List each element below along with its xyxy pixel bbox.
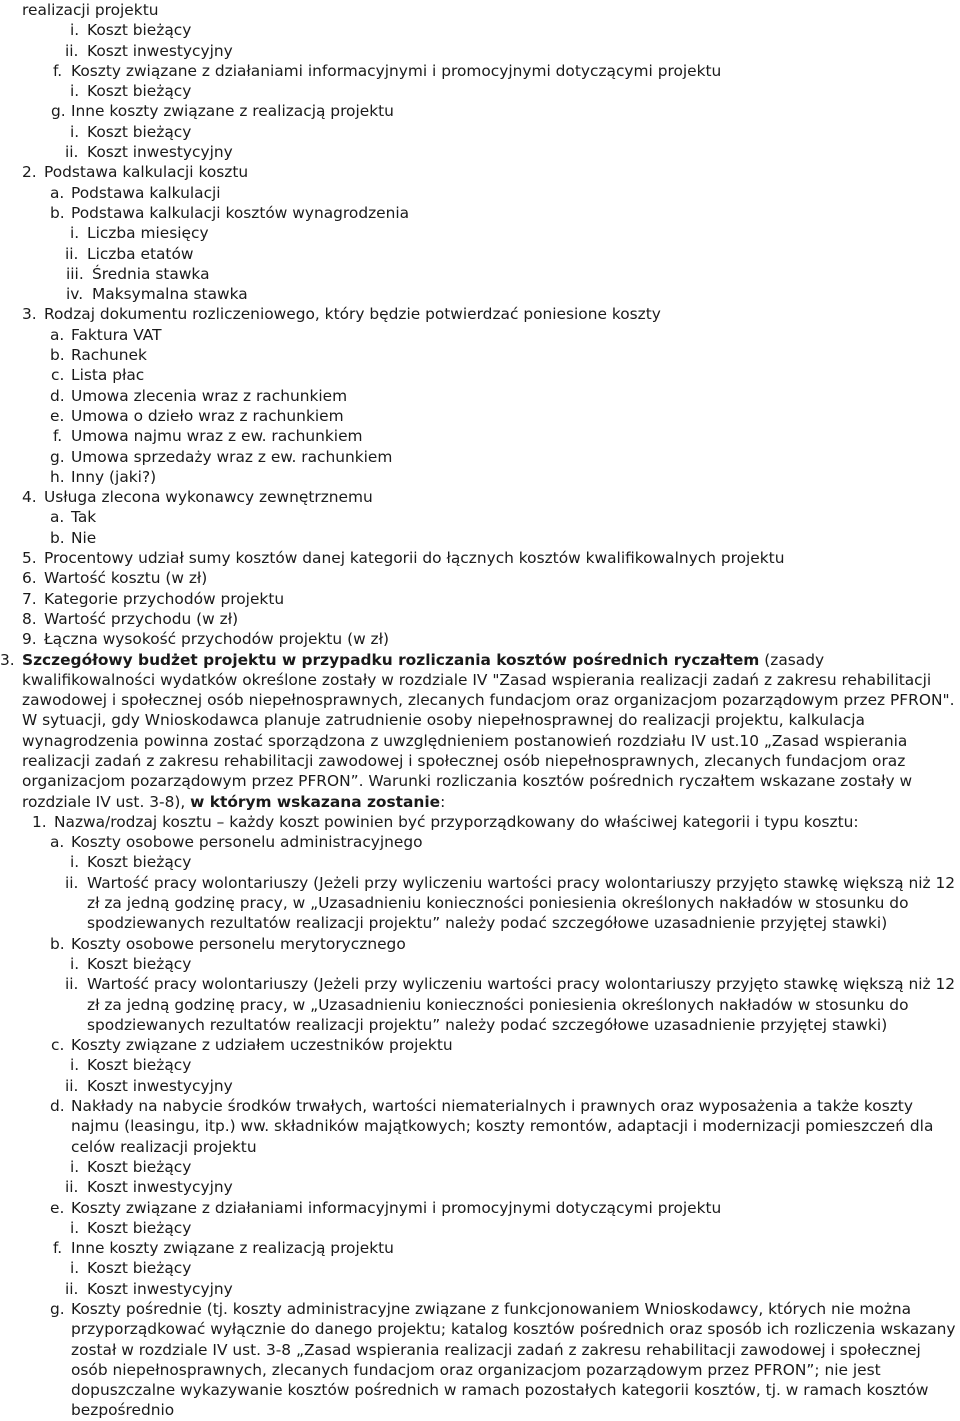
list-item-text: Koszt bieżący	[87, 853, 192, 872]
list-item	[0, 284, 960, 304]
list-marker: 1.	[32, 812, 47, 831]
section-3-text	[22, 650, 960, 812]
list-item	[0, 81, 960, 101]
list-item-text: Koszt inwestycyjny	[87, 41, 233, 60]
list-marker: ii.	[65, 1178, 79, 1197]
section-3-heading: Szczegółowy budżet projektu w przypadku rozliczania kosztów pośrednich ryczałtem	[22, 650, 760, 669]
list-marker: ii.	[65, 143, 79, 162]
list-item	[0, 852, 960, 872]
list-item	[0, 122, 960, 142]
list-marker: 8.	[22, 609, 37, 628]
list-item-text: Nazwa/rodzaj kosztu – każdy koszt powinien być przyporządkowany do właściwej kategorii i typu kosztu:	[54, 812, 859, 831]
list-item	[0, 1177, 960, 1197]
list-item	[0, 467, 960, 487]
list-item-text: Liczba miesięcy	[87, 224, 209, 243]
list-item-text: Rodzaj dokumentu rozliczeniowego, który będzie potwierdzać poniesione koszty	[44, 305, 661, 324]
list-item	[0, 162, 960, 182]
list-item-text: Tak	[71, 508, 97, 527]
list-marker: i.	[70, 82, 80, 101]
list-item	[0, 629, 960, 649]
list-marker: a.	[50, 833, 65, 852]
list-marker: ii.	[65, 975, 79, 994]
list-item	[0, 61, 960, 81]
list-marker: ii.	[65, 1076, 79, 1095]
list-item-text: Usługa zlecona wykonawcy zewnętrznemu	[44, 488, 373, 507]
list-marker: b.	[50, 203, 65, 222]
list-marker: g.	[51, 102, 66, 121]
list-item-text: Wartość pracy wolontariuszy (Jeżeli przy wyliczeniu wartości pracy wolontariuszy przyjęto stawkę większą niż 12 zł za jedną godzinę pracy, w „Uzasadnieniu konieczności poniesienia określonych nakładów w stosunku do spodziewanych rezultatów realizacji projektu” należy podać szczegółowe uzasadnienie przyjętej stawki)	[87, 873, 956, 933]
list-marker: 3.	[22, 305, 37, 324]
section-3-colon: :	[440, 792, 446, 811]
list-item-text: Koszt bieżący	[87, 1157, 192, 1176]
list-item	[0, 1258, 960, 1278]
list-item-text: Koszt bieżący	[87, 954, 192, 973]
list-marker: 7.	[22, 589, 37, 608]
list-marker: i.	[70, 224, 80, 243]
list-item-text: Koszt bieżący	[87, 82, 192, 101]
list-item-text: Łączna wysokość przychodów projektu (w zł)	[44, 630, 390, 649]
list-marker: f.	[53, 427, 63, 446]
list-item	[0, 325, 960, 345]
list-item	[0, 548, 960, 568]
list-item-text: Koszt inwestycyjny	[87, 1178, 233, 1197]
list-item	[0, 609, 960, 629]
list-marker: i.	[70, 21, 80, 40]
list-item-text: Koszty pośrednie (tj. koszty administracyjne związane z funkcjonowaniem Wnioskodawcy, których nie można przyporządkować wyłącznie do danego projektu; katalog kosztów pośrednich oraz sposób ich rozliczenia wskazany został w rozdziale IV ust. 3-8 „Zasad wspierania realizacji zadań z zakresu rehabilitacji zawodowej i społecznej osób niepełnosprawnych, zlecanych fundacjom oraz organizacjom pozarządowym przez PFRON”; nie jest dopuszczalne wykazywanie kosztów pośrednich w ramach pozostałych kategorii kosztów, tj. w ramach kosztów bezpośrednio	[71, 1300, 956, 1420]
list-item	[0, 386, 960, 406]
list-item	[0, 1157, 960, 1177]
list-item	[0, 1096, 960, 1157]
section-3-paragraph	[0, 650, 960, 812]
list-marker: d.	[50, 386, 65, 405]
list-marker: a.	[50, 325, 65, 344]
list-item-text: Liczba etatów	[87, 244, 194, 263]
list-item-text: Wartość kosztu (w zł)	[44, 569, 208, 588]
list-item	[0, 0, 960, 20]
list-marker: i.	[70, 954, 80, 973]
list-item-text: Koszt bieżący	[87, 122, 192, 141]
list-item	[0, 406, 960, 426]
list-marker: i.	[70, 122, 80, 141]
list-item	[0, 447, 960, 467]
list-item-text: Inne koszty związane z realizacją projektu	[71, 102, 394, 121]
list-item-text: Umowa o dzieło wraz z rachunkiem	[71, 406, 344, 425]
list-item	[0, 142, 960, 162]
section-marker: 3.	[0, 650, 15, 669]
list-marker: 4.	[22, 488, 37, 507]
list-item-text: Koszty związane z działaniami informacyjnymi i promocyjnymi dotyczącymi projektu	[71, 61, 722, 80]
list-marker: i.	[70, 1157, 80, 1176]
list-item	[0, 1198, 960, 1218]
list-item-text: Koszt inwestycyjny	[87, 1076, 233, 1095]
list-marker: b.	[50, 346, 65, 365]
list-item	[0, 101, 960, 121]
list-marker: 6.	[22, 569, 37, 588]
list-item-text: Koszty osobowe personelu merytorycznego	[71, 934, 406, 953]
list-marker: c.	[51, 1036, 65, 1055]
list-marker: a.	[50, 508, 65, 527]
list-item-text: Koszty osobowe personelu administracyjnego	[71, 833, 423, 852]
list-item	[0, 426, 960, 446]
list-item	[0, 568, 960, 588]
list-item-text: Koszt bieżący	[87, 1259, 192, 1278]
list-item-text: Podstawa kalkulacji kosztów wynagrodzenia	[71, 203, 410, 222]
list-item	[0, 873, 960, 934]
list-marker: i.	[70, 1218, 80, 1237]
list-marker: iv.	[66, 285, 84, 304]
list-item	[0, 832, 960, 852]
list-item	[0, 304, 960, 324]
list-item	[0, 20, 960, 40]
list-item	[0, 589, 960, 609]
list-item-text: Podstawa kalkulacji	[71, 183, 221, 202]
list-item	[0, 345, 960, 365]
list-marker: h.	[50, 467, 65, 486]
list-marker: ii.	[65, 1279, 79, 1298]
list-marker: i.	[70, 1259, 80, 1278]
list-item-text: Kategorie przychodów projektu	[44, 589, 285, 608]
list-item-text: Koszt inwestycyjny	[87, 1279, 233, 1298]
section-3-emphasis: w którym wskazana zostanie	[190, 792, 441, 811]
list-item	[0, 974, 960, 1035]
section-3-body: (zasady kwalifikowalności wydatków określone zostały w rozdziale IV "Zasad wspierania realizacji zadań z zakresu rehabilitacji zawodowej i społecznej osób niepełnosprawnych, zlecanych fundacjom oraz organizacjom pozarządowym przez PFRON". W sytuacji, gdy Wnioskodawca planuje zatrudnienie osoby niepełnosprawnej do realizacji projektu, kalkulacja wynagrodzenia powinna zostać sporządzona z uwzględnieniem postanowień rozdziału IV ust.10 „Zasad wspierania realizacji zadań z zakresu rehabilitacji zawodowej i społecznej osób niepełnosprawnych, zlecanych fundacjom oraz organizacjom pozarządowym przez PFRON”. Warunki rozliczania kosztów pośrednich ryczałtem wskazane zostały w rozdziale IV ust. 3-8),	[22, 650, 955, 811]
list-item-text: Wartość pracy wolontariuszy (Jeżeli przy wyliczeniu wartości pracy wolontariuszy przyjęto stawkę większą niż 12 zł za jedną godzinę pracy, w „Uzasadnieniu konieczności poniesienia określonych nakładów w stosunku do spodziewanych rezultatów realizacji projektu” należy podać szczegółowe uzasadnienie przyjętej stawki)	[87, 975, 956, 1034]
list-item-text: Koszty związane z udziałem uczestników projektu	[71, 1036, 453, 1055]
list-marker: c.	[51, 366, 65, 385]
list-marker: i.	[70, 1056, 80, 1075]
list-item	[0, 264, 960, 284]
list-marker: a.	[50, 183, 65, 202]
list-item-text: Średnia stawka	[92, 264, 210, 283]
list-marker: d.	[50, 1097, 65, 1116]
list-item	[0, 1035, 960, 1055]
list-marker: f.	[53, 61, 63, 80]
list-item	[0, 183, 960, 203]
list-marker: g.	[50, 447, 65, 466]
list-item-text: Rachunek	[71, 346, 147, 365]
list-item-text: Nakłady na nabycie środków trwałych, wartości niematerialnych i prawnych oraz wyposażenia a także koszty najmu (leasingu, itp.) ww. składników majątkowych; koszty remontów, adaptacji i modernizacji pomieszczeń dla celów realizacji projektu	[71, 1097, 934, 1156]
list-item	[0, 203, 960, 223]
list-item-text: Umowa najmu wraz z ew. rachunkiem	[71, 427, 363, 446]
list-item	[0, 1055, 960, 1075]
list-item-text: Umowa sprzedaży wraz z ew. rachunkiem	[71, 447, 393, 466]
list-item-text: Koszt bieżący	[87, 1056, 192, 1075]
list-item-text: Koszt bieżący	[87, 1218, 192, 1237]
list-item-text: Inny (jaki?)	[71, 467, 157, 486]
list-marker: ii.	[65, 244, 79, 263]
list-marker: ii.	[65, 41, 79, 60]
list-marker: ii.	[65, 873, 79, 892]
list-marker: 9.	[22, 630, 37, 649]
list-item	[0, 41, 960, 61]
list-item-text: Lista płac	[71, 366, 145, 385]
list-item	[0, 812, 960, 832]
list-item	[0, 1279, 960, 1299]
list-item-text: Procentowy udział sumy kosztów danej kategorii do łącznych kosztów kwalifikowalnych projektu	[44, 549, 785, 568]
list-item	[0, 528, 960, 548]
list-item	[0, 1238, 960, 1258]
list-marker: 2.	[22, 163, 37, 182]
list-marker: b.	[50, 528, 65, 547]
list-item	[0, 1218, 960, 1238]
list-item-text: Podstawa kalkulacji kosztu	[44, 163, 249, 182]
list-item-text: Inne koszty związane z realizacją projektu	[71, 1239, 394, 1258]
list-item-text: Koszt inwestycyjny	[87, 143, 233, 162]
list-marker: e.	[50, 1198, 65, 1217]
list-marker: b.	[50, 934, 65, 953]
list-marker: f.	[53, 1239, 63, 1258]
list-marker: 5.	[22, 549, 37, 568]
list-item	[0, 223, 960, 243]
list-marker: iii.	[66, 264, 84, 283]
list-marker: e.	[50, 406, 65, 425]
list-item	[0, 1076, 960, 1096]
list-item-text: Koszt bieżący	[87, 21, 192, 40]
list-item	[0, 1299, 960, 1421]
list-item	[0, 507, 960, 527]
list-item-text: Wartość przychodu (w zł)	[44, 609, 239, 628]
list-item	[0, 365, 960, 385]
list-item-text: Umowa zlecenia wraz z rachunkiem	[71, 386, 348, 405]
list-item	[0, 244, 960, 264]
list-item-text: Nie	[71, 528, 97, 547]
list-item	[0, 934, 960, 954]
list-item	[0, 954, 960, 974]
list-item-text: realizacji projektu	[22, 1, 159, 19]
list-item-text: Faktura VAT	[71, 325, 162, 344]
list-item	[0, 487, 960, 507]
list-item-text: Koszty związane z działaniami informacyjnymi i promocyjnymi dotyczącymi projektu	[71, 1198, 722, 1217]
list-marker: g.	[50, 1300, 65, 1318]
list-item-text: Maksymalna stawka	[92, 285, 248, 304]
list-marker: i.	[70, 853, 80, 872]
